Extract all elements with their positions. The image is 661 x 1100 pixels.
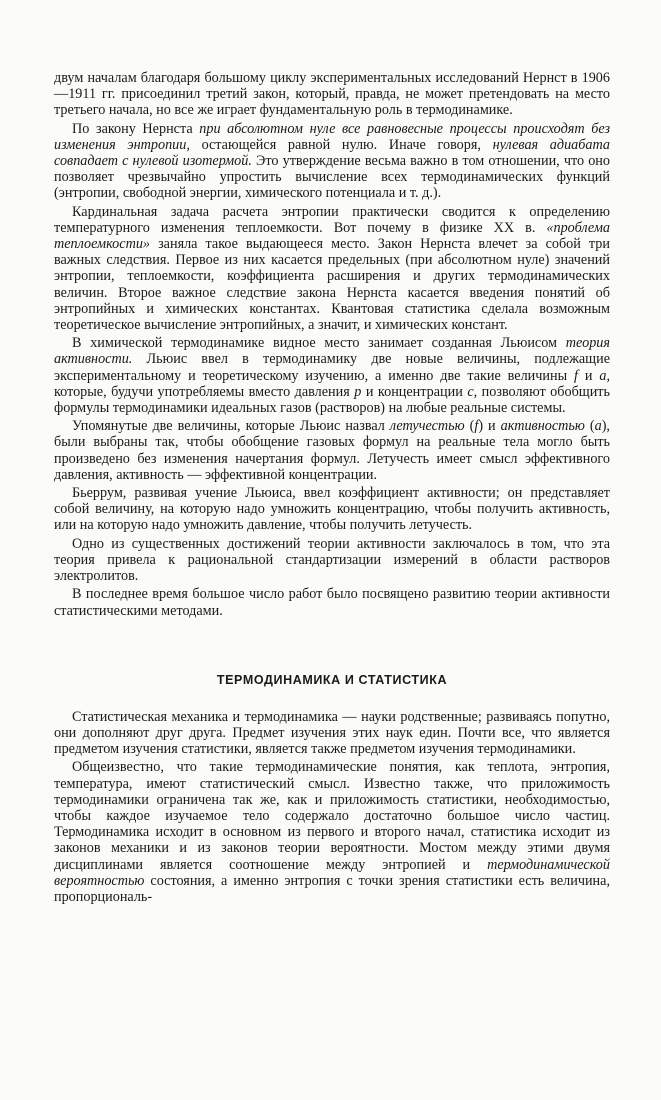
text-run: Общеизвестно, что такие термодинамические понятия, как теплота, энтропия, температура, имеют статистический смысл. Известно также, что приложимость термодинамики ограничена так же, как и приложимость статистики, необходимостью, чтобы каждое изучаемое тело содержало достаточно большое число частиц. Термодинамика исходит в основном из первого и второго начал, статистика исходит из законов механики и из законов теории вероятности. Мостом между этими двумя дисциплинами является соотношение между энтропией и xyxy=(54,759,610,873)
paragraph-lewis-activity xyxy=(54,335,610,416)
italic-run: активностью xyxy=(500,418,585,435)
paragraph-entropy-task xyxy=(54,204,610,334)
symbol-a: a xyxy=(599,367,607,384)
symbol-a: a xyxy=(594,418,602,435)
text-run: , позволяют обобщить формулы термодинамики идеальных газов (растворов) на любые реальные системы. xyxy=(54,383,610,417)
text-run: и концентрации xyxy=(361,383,468,400)
text-run: и xyxy=(577,367,600,384)
paragraph-nernst-law xyxy=(54,121,610,202)
text-column xyxy=(54,70,610,905)
text-run: ), были выбраны так, чтобы обобщение газовых формул на реальные тела могло быть произведено без изменения начертания формул. Летучесть имеет смысл эффективного давления, активность — эффективной концентрации. xyxy=(54,418,610,483)
text-run: остающейся равной нулю. Иначе говоря, xyxy=(189,136,493,153)
paragraph-entropy-probability xyxy=(54,759,610,905)
text-run: ( xyxy=(584,418,595,435)
symbol-c: c xyxy=(467,383,474,400)
italic-run: термодинамической вероятностью xyxy=(54,856,610,889)
text-run: Кардинальная задача расчета энтропии практически сводится к определению температурного изменения теплоемкости. Вот почему в физике XX в. xyxy=(54,203,610,236)
text-run: Это утверждение весьма важно в том отношении, что оно позволяет чрезвычайно упростить вычисление всех термодинамических функций (энтропии, свободной энергии, химического потенциала и т. д.). xyxy=(54,153,610,202)
paragraph-standardization: Одно из существенных достижений теории активности заключалось в том, что эта теория привела к рациональной стандартизации измерений в области растворов электролитов. xyxy=(54,535,610,585)
symbol-f: f xyxy=(474,418,479,435)
paragraph-fugacity xyxy=(54,418,610,483)
text-run: , которые, будучи употребляемы вместо давления xyxy=(54,367,610,400)
text-run: состояния, а именно энтропия с точки зрения статистики есть величина, пропорциональ- xyxy=(54,872,610,905)
symbol-f: f xyxy=(574,367,578,384)
italic-run: летучестью xyxy=(389,418,465,435)
text-run: ( xyxy=(464,418,475,435)
paragraph-stat-mech: Статистическая механика и термодинамика — науки родственные; развиваясь попутно, они дополняют друг друга. Предмет изучения этих наук един. Почти все, что является предметом изучения статистики, является также предметом изучения термодинамики. xyxy=(54,708,610,758)
italic-run: теория активности. xyxy=(54,335,610,368)
italic-run: при абсолютном нуле все равновесные процессы происходят без изменения энтропии, xyxy=(54,120,610,153)
text-run: В химической термодинамике видное место занимает созданная Льюисом xyxy=(72,335,566,352)
italic-run: нулевая адиабата совпадает с нулевой изотермой. xyxy=(54,136,610,170)
paragraph-nernst-intro: двум началам благодаря большому циклу экспериментальных исследований Нернст в 1906—1911 гг. присоединил третий закон, который, правда, не может претендовать на место третьего начала, но все же играет фундаментальную роль в термодинамике. xyxy=(54,70,610,119)
symbol-p: p xyxy=(354,383,362,400)
paragraph-statistical-methods: В последнее время большое число работ было посвящено развитию теории активности статистическими методами. xyxy=(54,586,610,619)
text-run: Льюис ввел в термодинамику две новые величины, подлежащие экспериментальному и теоретическому изучению, а именно две такие величины xyxy=(54,351,610,384)
text-run: По закону Нернста xyxy=(72,120,200,137)
paragraph-bjerrum: Бьеррум, развивая учение Льюиса, ввел коэффициент активности; он представляет собой величину, на которую надо умножить концентрацию, чтобы получить активность, или на которую надо умножить давление, чтобы получить летучесть. xyxy=(54,485,610,534)
text-run: ) и xyxy=(478,418,501,435)
text-run: Упомянутые две величины, которые Льюис назвал xyxy=(72,418,390,435)
text-run: заняла такое выдающееся место. Закон Нернста влечет за собой три важных следствия. Первое из них касается предельных (при абсолютном нуле) значений энтропии, теплоемкости, коэффициента расширения и других термодинамических величин. Второе важное следствие закона Нернста касается введения понятий об энтропийных и химических константах. Квантовая статистика сделала возможным теоретическое вычисление энтропийных, а значит, и химических констант. xyxy=(54,236,610,334)
section-heading: ТЕРМОДИНАМИКА И СТАТИСТИКА xyxy=(216,672,448,687)
italic-run: «проблема теплоемкости» xyxy=(54,219,610,253)
